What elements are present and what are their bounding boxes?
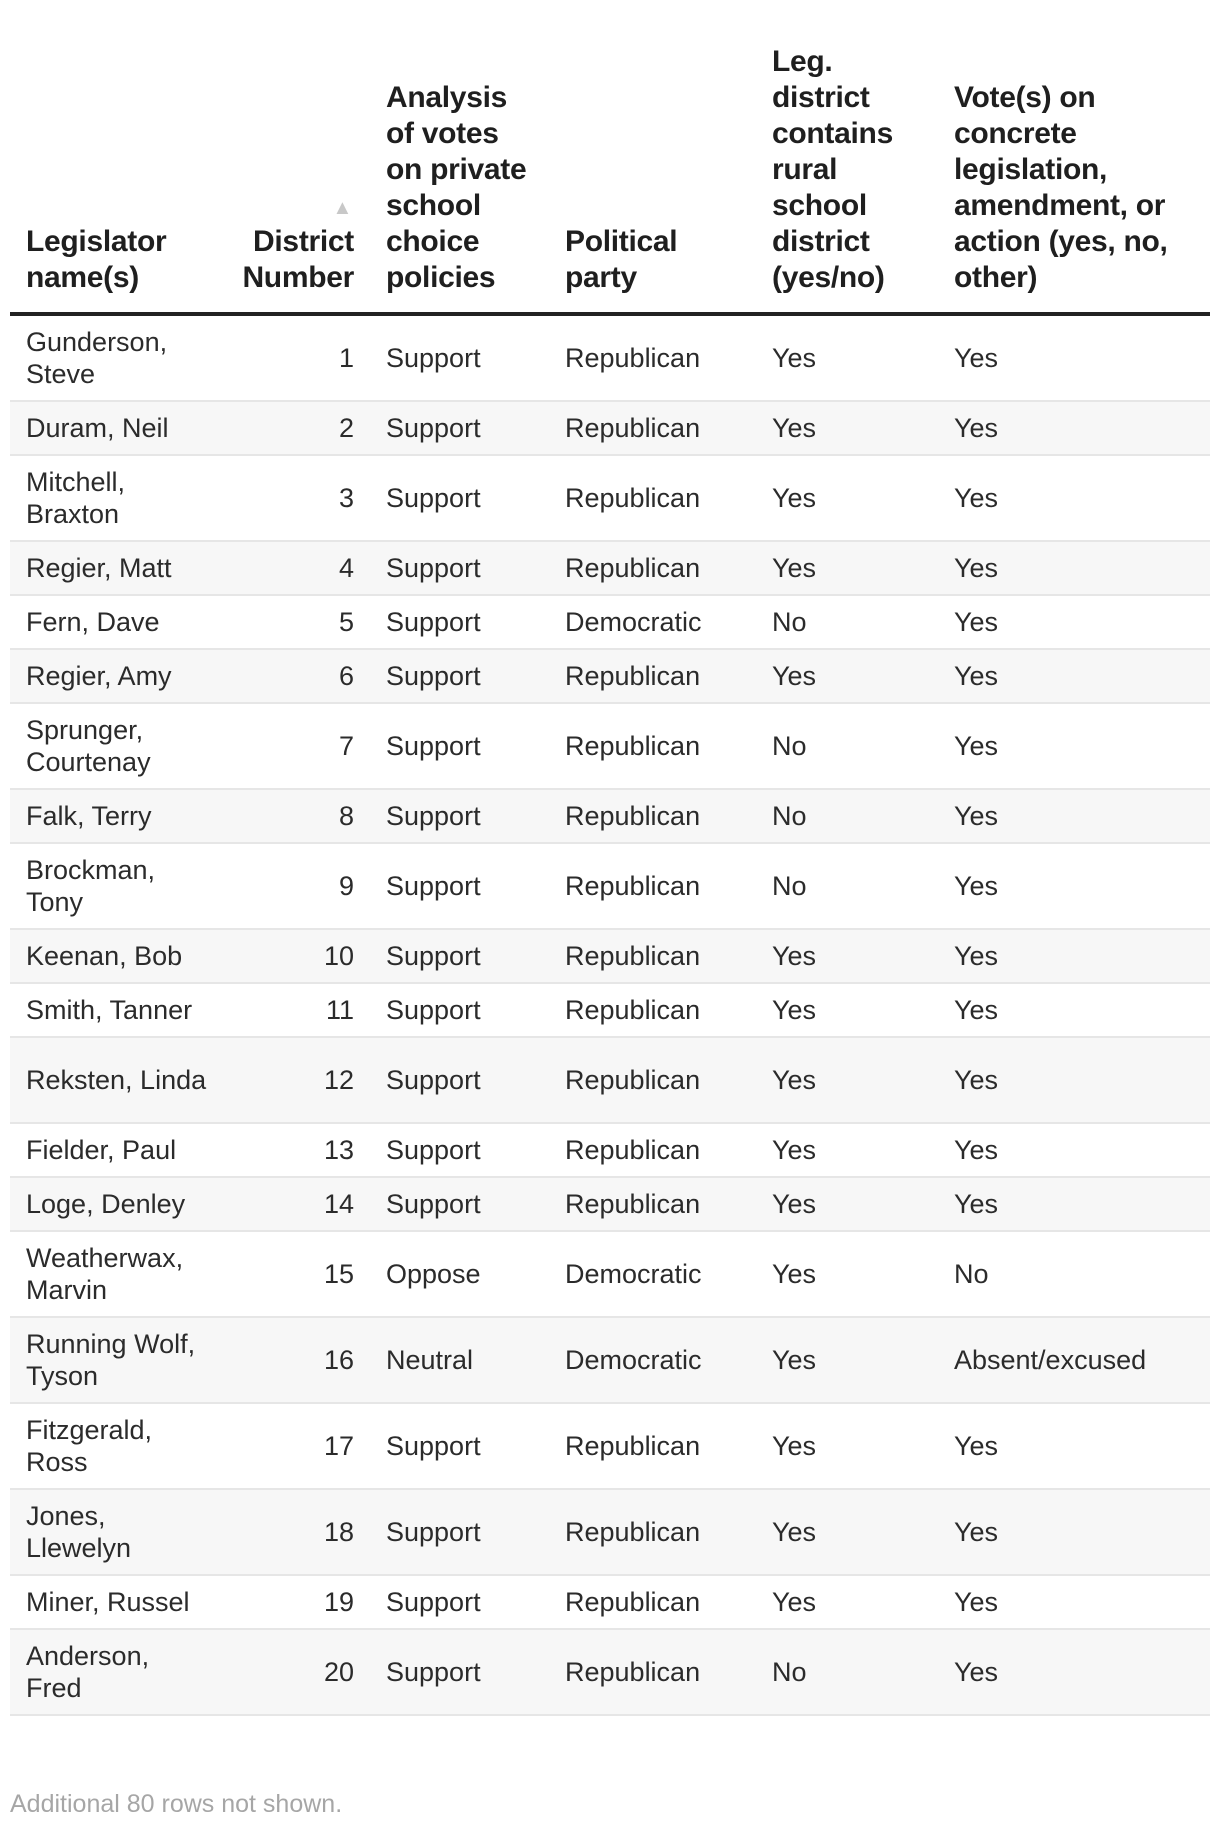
column-header-political-party[interactable]: Political party bbox=[549, 0, 756, 314]
cell-rural-district: Yes bbox=[756, 1403, 938, 1489]
cell-concrete-vote: Yes bbox=[938, 1177, 1210, 1231]
cell-rural-district: Yes bbox=[756, 1489, 938, 1575]
cell-concrete-vote: Yes bbox=[938, 789, 1210, 843]
cell-district-number: 12 bbox=[224, 1037, 370, 1123]
cell-vote-analysis: Support bbox=[370, 1575, 549, 1629]
rows-not-shown-note: Additional 80 rows not shown. bbox=[10, 1790, 343, 1818]
cell-legislator-name: Fielder, Paul bbox=[10, 1123, 224, 1177]
cell-rural-district: Yes bbox=[756, 314, 938, 401]
cell-concrete-vote: Yes bbox=[938, 1489, 1210, 1575]
sort-ascending-icon: ▲ bbox=[332, 197, 352, 219]
cell-vote-analysis: Support bbox=[370, 649, 549, 703]
table-row bbox=[10, 703, 1210, 789]
table-row bbox=[10, 314, 1210, 401]
cell-legislator-name: Jones, Llewelyn bbox=[10, 1489, 224, 1575]
cell-concrete-vote: Yes bbox=[938, 401, 1210, 455]
legislator-table-container bbox=[10, 0, 1210, 1716]
cell-legislator-name: Miner, Russel bbox=[10, 1575, 224, 1629]
cell-concrete-vote: Yes bbox=[938, 541, 1210, 595]
cell-district-number: 10 bbox=[224, 929, 370, 983]
table-row bbox=[10, 1231, 1210, 1317]
cell-legislator-name: Duram, Neil bbox=[10, 401, 224, 455]
cell-rural-district: Yes bbox=[756, 1123, 938, 1177]
table-row bbox=[10, 1489, 1210, 1575]
header-row bbox=[10, 0, 1210, 314]
table-row bbox=[10, 1575, 1210, 1629]
cell-vote-analysis: Support bbox=[370, 314, 549, 401]
legislator-table bbox=[10, 0, 1210, 1716]
cell-legislator-name: Regier, Amy bbox=[10, 649, 224, 703]
cell-political-party: Republican bbox=[549, 1575, 756, 1629]
cell-legislator-name: Gunderson, Steve bbox=[10, 314, 224, 401]
cell-concrete-vote: Yes bbox=[938, 455, 1210, 541]
cell-rural-district: Yes bbox=[756, 455, 938, 541]
cell-political-party: Republican bbox=[549, 1489, 756, 1575]
cell-district-number: 16 bbox=[224, 1317, 370, 1403]
cell-district-number: 19 bbox=[224, 1575, 370, 1629]
cell-district-number: 9 bbox=[224, 843, 370, 929]
cell-political-party: Republican bbox=[549, 1123, 756, 1177]
cell-rural-district: Yes bbox=[756, 1317, 938, 1403]
cell-concrete-vote: Yes bbox=[938, 929, 1210, 983]
table-row bbox=[10, 455, 1210, 541]
cell-rural-district: Yes bbox=[756, 929, 938, 983]
cell-rural-district: No bbox=[756, 703, 938, 789]
cell-vote-analysis: Support bbox=[370, 1489, 549, 1575]
cell-concrete-vote: Yes bbox=[938, 703, 1210, 789]
cell-political-party: Republican bbox=[549, 314, 756, 401]
cell-political-party: Republican bbox=[549, 649, 756, 703]
cell-vote-analysis: Support bbox=[370, 1177, 549, 1231]
cell-political-party: Republican bbox=[549, 983, 756, 1037]
table-row bbox=[10, 1177, 1210, 1231]
cell-district-number: 6 bbox=[224, 649, 370, 703]
cell-vote-analysis: Support bbox=[370, 1403, 549, 1489]
table-row bbox=[10, 541, 1210, 595]
table-row bbox=[10, 1317, 1210, 1403]
cell-vote-analysis: Support bbox=[370, 1123, 549, 1177]
cell-rural-district: No bbox=[756, 595, 938, 649]
cell-district-number: 5 bbox=[224, 595, 370, 649]
table-row bbox=[10, 789, 1210, 843]
table-row bbox=[10, 983, 1210, 1037]
table-body bbox=[10, 314, 1210, 1715]
cell-legislator-name: Smith, Tanner bbox=[10, 983, 224, 1037]
cell-rural-district: No bbox=[756, 1629, 938, 1715]
cell-rural-district: Yes bbox=[756, 1177, 938, 1231]
cell-vote-analysis: Oppose bbox=[370, 1231, 549, 1317]
cell-vote-analysis: Support bbox=[370, 983, 549, 1037]
cell-concrete-vote: Yes bbox=[938, 595, 1210, 649]
cell-legislator-name: Sprunger, Courtenay bbox=[10, 703, 224, 789]
cell-concrete-vote: Absent/excused bbox=[938, 1317, 1210, 1403]
cell-legislator-name: Mitchell, Braxton bbox=[10, 455, 224, 541]
cell-political-party: Republican bbox=[549, 703, 756, 789]
cell-legislator-name: Falk, Terry bbox=[10, 789, 224, 843]
cell-rural-district: Yes bbox=[756, 983, 938, 1037]
cell-political-party: Republican bbox=[549, 789, 756, 843]
cell-vote-analysis: Support bbox=[370, 843, 549, 929]
cell-district-number: 2 bbox=[224, 401, 370, 455]
cell-district-number: 13 bbox=[224, 1123, 370, 1177]
cell-vote-analysis: Support bbox=[370, 703, 549, 789]
cell-political-party: Republican bbox=[549, 1177, 756, 1231]
table-row bbox=[10, 843, 1210, 929]
cell-concrete-vote: No bbox=[938, 1231, 1210, 1317]
cell-political-party: Republican bbox=[549, 843, 756, 929]
cell-concrete-vote: Yes bbox=[938, 649, 1210, 703]
column-header-vote-analysis[interactable]: Analysis of votes on private school choice policies bbox=[370, 0, 549, 314]
cell-rural-district: No bbox=[756, 843, 938, 929]
cell-rural-district: Yes bbox=[756, 401, 938, 455]
cell-legislator-name: Brockman, Tony bbox=[10, 843, 224, 929]
table-row bbox=[10, 1123, 1210, 1177]
cell-vote-analysis: Neutral bbox=[370, 1317, 549, 1403]
cell-political-party: Republican bbox=[549, 1037, 756, 1123]
cell-legislator-name: Running Wolf, Tyson bbox=[10, 1317, 224, 1403]
table-row bbox=[10, 649, 1210, 703]
cell-vote-analysis: Support bbox=[370, 595, 549, 649]
cell-district-number: 8 bbox=[224, 789, 370, 843]
column-header-district-number[interactable]: ▲ District Number bbox=[224, 0, 370, 314]
cell-political-party: Republican bbox=[549, 1629, 756, 1715]
cell-legislator-name: Fern, Dave bbox=[10, 595, 224, 649]
column-header-legislator-name[interactable]: Legislator name(s) bbox=[10, 0, 224, 314]
cell-legislator-name: Weatherwax, Marvin bbox=[10, 1231, 224, 1317]
cell-concrete-vote: Yes bbox=[938, 1123, 1210, 1177]
cell-district-number: 17 bbox=[224, 1403, 370, 1489]
cell-political-party: Democratic bbox=[549, 1317, 756, 1403]
cell-legislator-name: Fitzgerald, Ross bbox=[10, 1403, 224, 1489]
table-row bbox=[10, 1037, 1210, 1123]
cell-rural-district: No bbox=[756, 789, 938, 843]
cell-district-number: 7 bbox=[224, 703, 370, 789]
cell-vote-analysis: Support bbox=[370, 1037, 549, 1123]
cell-vote-analysis: Support bbox=[370, 541, 549, 595]
cell-district-number: 18 bbox=[224, 1489, 370, 1575]
cell-rural-district: Yes bbox=[756, 1231, 938, 1317]
cell-political-party: Democratic bbox=[549, 1231, 756, 1317]
table-row bbox=[10, 401, 1210, 455]
cell-political-party: Republican bbox=[549, 929, 756, 983]
cell-district-number: 14 bbox=[224, 1177, 370, 1231]
cell-vote-analysis: Support bbox=[370, 401, 549, 455]
cell-district-number: 15 bbox=[224, 1231, 370, 1317]
cell-concrete-vote: Yes bbox=[938, 1403, 1210, 1489]
cell-political-party: Democratic bbox=[549, 595, 756, 649]
cell-district-number: 1 bbox=[224, 314, 370, 401]
column-header-concrete-votes[interactable]: Vote(s) on concrete legislation, amendment, or action (yes, no, other) bbox=[938, 0, 1210, 314]
cell-district-number: 4 bbox=[224, 541, 370, 595]
cell-vote-analysis: Support bbox=[370, 929, 549, 983]
table-row bbox=[10, 1629, 1210, 1715]
cell-legislator-name: Loge, Denley bbox=[10, 1177, 224, 1231]
table-row bbox=[10, 1403, 1210, 1489]
cell-concrete-vote: Yes bbox=[938, 983, 1210, 1037]
cell-political-party: Republican bbox=[549, 541, 756, 595]
cell-political-party: Republican bbox=[549, 401, 756, 455]
cell-concrete-vote: Yes bbox=[938, 314, 1210, 401]
cell-rural-district: Yes bbox=[756, 1575, 938, 1629]
table-row bbox=[10, 929, 1210, 983]
cell-concrete-vote: Yes bbox=[938, 843, 1210, 929]
cell-legislator-name: Reksten, Linda bbox=[10, 1037, 224, 1123]
cell-district-number: 11 bbox=[224, 983, 370, 1037]
cell-district-number: 3 bbox=[224, 455, 370, 541]
cell-concrete-vote: Yes bbox=[938, 1037, 1210, 1123]
column-header-rural-district[interactable]: Leg. district contains rural school district (yes/no) bbox=[756, 0, 938, 314]
cell-legislator-name: Anderson, Fred bbox=[10, 1629, 224, 1715]
cell-vote-analysis: Support bbox=[370, 1629, 549, 1715]
cell-vote-analysis: Support bbox=[370, 455, 549, 541]
cell-legislator-name: Keenan, Bob bbox=[10, 929, 224, 983]
cell-district-number: 20 bbox=[224, 1629, 370, 1715]
cell-rural-district: Yes bbox=[756, 1037, 938, 1123]
cell-political-party: Republican bbox=[549, 455, 756, 541]
cell-political-party: Republican bbox=[549, 1403, 756, 1489]
cell-rural-district: Yes bbox=[756, 649, 938, 703]
table-row bbox=[10, 595, 1210, 649]
cell-rural-district: Yes bbox=[756, 541, 938, 595]
cell-concrete-vote: Yes bbox=[938, 1629, 1210, 1715]
cell-concrete-vote: Yes bbox=[938, 1575, 1210, 1629]
cell-legislator-name: Regier, Matt bbox=[10, 541, 224, 595]
cell-vote-analysis: Support bbox=[370, 789, 549, 843]
